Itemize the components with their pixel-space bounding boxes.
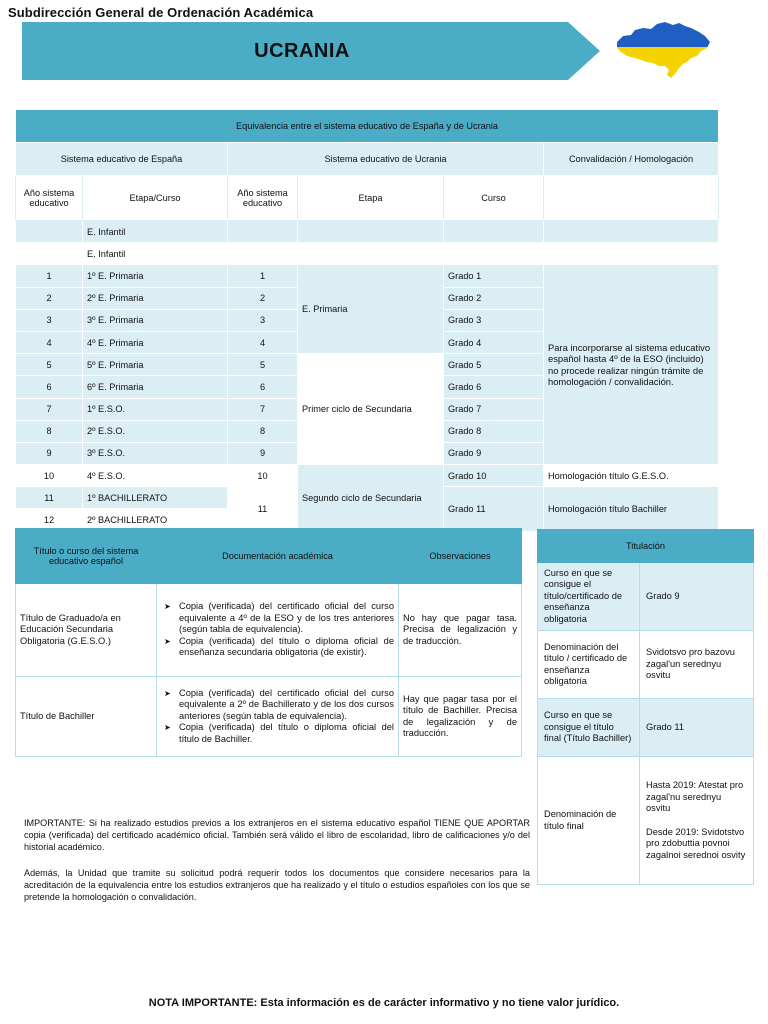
course-cell: 1º E.S.O. <box>83 398 228 420</box>
ua-course-cell: Grado 6 <box>444 376 544 398</box>
ua-course-cell: Grado 1 <box>444 265 544 287</box>
ukraine-map-flag-icon <box>613 16 713 82</box>
table-row <box>538 757 754 885</box>
ua-year-cell <box>228 243 298 265</box>
ua-course-cell: Grado 5 <box>444 354 544 376</box>
table-row <box>16 243 719 265</box>
table-row <box>16 221 719 243</box>
ua-course-cell <box>444 243 544 265</box>
doc-title-header: Título o curso del sistema educativo español <box>16 529 157 584</box>
stage-primer-ciclo: Primer ciclo de Secundaria <box>298 354 444 465</box>
ua-year-cell: 5 <box>228 354 298 376</box>
year-cell: 7 <box>16 398 83 420</box>
ua-course-cell: Grado 2 <box>444 287 544 309</box>
spain-year-header: Año sistema educativo <box>16 176 83 221</box>
year-cell <box>16 243 83 265</box>
year-cell <box>16 221 83 243</box>
titulacion-table <box>537 529 754 885</box>
course-cell: E. Infantil <box>83 243 228 265</box>
conv-cell <box>544 221 719 243</box>
stage-primaria: E. Primaria <box>298 265 444 354</box>
country-title: UCRANIA <box>254 40 350 62</box>
year-cell: 11 <box>16 487 83 509</box>
ua-year-cell <box>228 221 298 243</box>
table-row <box>16 584 522 677</box>
course-cell: 5º E. Primaria <box>83 354 228 376</box>
year-cell: 9 <box>16 442 83 464</box>
doc-obs-cell: No hay que pagar tasa. Precisa de legalización y de traducción. <box>399 584 522 677</box>
ua-stage-cell <box>298 221 444 243</box>
year-cell: 6 <box>16 376 83 398</box>
table-row <box>16 465 719 487</box>
equivalence-title: Equivalencia entre el sistema educativo de España y de Ucrania <box>16 110 719 143</box>
spain-stage-header: Etapa/Curso <box>83 176 228 221</box>
ua-year-cell: 7 <box>228 398 298 420</box>
doc-docs-header: Documentación académica <box>157 529 399 584</box>
table-row <box>538 563 754 631</box>
convalidation-header: Convalidación / Homologación <box>544 143 719 176</box>
conv-bach-cell: Homologación título Bachiller <box>544 487 719 531</box>
ua-year-cell: 10 <box>228 465 298 487</box>
flag-blue-band <box>613 16 713 47</box>
ukraine-year-header: Año sistema educativo <box>228 176 298 221</box>
ua-course-cell <box>444 221 544 243</box>
list-item: ➤ Copia (verificada) del título o diploma oficial del título de Bachiller. <box>179 722 394 745</box>
important-note: IMPORTANTE: Si ha realizado estudios previos a los extranjeros en el sistema educativo español TIENE QUE APORTAR copia (verificada) del certificado académico oficial. También será válido el libro de escolaridad, libro de calificaciones y/o del historial académico. <box>24 818 530 852</box>
course-cell: 4º E.S.O. <box>83 465 228 487</box>
titulacion-value: Grado 11 <box>640 699 754 757</box>
ua-year-cell: 9 <box>228 442 298 464</box>
ua-course-cell: Grado 8 <box>444 420 544 442</box>
titulacion-label: Denominación del título / certificado de enseñanza obligatoria <box>538 631 640 699</box>
titulacion-label: Curso en que se consigue el título/certificado de enseñanza obligatoria <box>538 563 640 631</box>
list-item: ➤ Copia (verificada) del título o diploma oficial de enseñanza secundaria obligatoria (de existir). <box>179 636 394 659</box>
course-cell: E. Infantil <box>83 221 228 243</box>
year-cell: 2 <box>16 287 83 309</box>
course-cell: 3º E. Primaria <box>83 309 228 331</box>
table-row <box>16 677 522 757</box>
convalidation-note: Para incorporarse al sistema educativo español hasta 4º de la ESO (incluido) no procede realizar ningún trámite de homologación / convalidación. <box>544 265 719 465</box>
ua-year-cell: 3 <box>228 309 298 331</box>
titulacion-label: Denominación de título final <box>538 757 640 885</box>
conv-cell <box>544 243 719 265</box>
course-cell: 1º E. Primaria <box>83 265 228 287</box>
doc-title-cell: Título de Bachiller <box>16 677 157 757</box>
titulacion-header: Titulación <box>538 530 754 563</box>
doc-docs-cell <box>157 584 399 677</box>
year-cell: 5 <box>16 354 83 376</box>
titulacion-value <box>640 757 754 885</box>
stage-segundo-ciclo: Segundo ciclo de Secundaria <box>298 465 444 532</box>
titulacion-value: Grado 9 <box>640 563 754 631</box>
ukraine-course-header: Curso <box>444 176 544 221</box>
titulacion-value-since-2019: Desde 2019: Svidotstvo pro zdobuttia povnoi zagalnoi serednoi osvity <box>646 826 746 860</box>
documentation-table <box>15 528 522 757</box>
list-item: ➤ Copia (verificada) del certificado oficial del curso equivalente a 4º de la ESO y de los tres anteriores (según tabla de equivalencia). <box>179 601 394 636</box>
table-row <box>538 699 754 757</box>
year-cell: 10 <box>16 465 83 487</box>
year-cell: 12 <box>16 509 83 531</box>
titulacion-value: Svidotsvo pro bazovu zagal'un serednyu osvitu <box>640 631 754 699</box>
ua-stage-cell <box>298 243 444 265</box>
titulacion-value-before-2019: Hasta 2019: Atestat pro zagal'nu serednyu osvitu <box>646 780 744 813</box>
ua-course-cell: Grado 10 <box>444 465 544 487</box>
course-cell: 2º E. Primaria <box>83 287 228 309</box>
convalidation-subheader <box>544 176 719 221</box>
table-row <box>16 265 719 287</box>
ua-year-cell: 2 <box>228 287 298 309</box>
doc-docs-cell <box>157 677 399 757</box>
course-cell: 2º BACHILLERATO <box>83 509 228 531</box>
table-row <box>538 631 754 699</box>
course-cell: 6º E. Primaria <box>83 376 228 398</box>
ua-course-cell: Grado 11 <box>444 487 544 531</box>
ukraine-system-header: Sistema educativo de Ucrania <box>228 143 544 176</box>
ukraine-stage-header: Etapa <box>298 176 444 221</box>
conv-geso-cell: Homologación título G.E.S.O. <box>544 465 719 487</box>
flag-yellow-band <box>613 47 713 82</box>
ua-course-cell: Grado 4 <box>444 331 544 353</box>
course-cell: 1º BACHILLERATO <box>83 487 228 509</box>
ua-year-cell: 6 <box>228 376 298 398</box>
additional-note: Además, la Unidad que tramite su solicitud podrá requerir todos los documentos que considere necesarios para la acreditación de la equivalencia entre los estudios extranjeros que ha realizado y el título o estudios españoles con los que se pretende la homologación o convalidación. <box>24 868 530 902</box>
ua-year-cell: 8 <box>228 420 298 442</box>
ua-course-cell: Grado 3 <box>444 309 544 331</box>
organization-title: Subdirección General de Ordenación Académica <box>8 5 314 20</box>
spain-system-header: Sistema educativo de España <box>16 143 228 176</box>
ua-course-cell: Grado 7 <box>444 398 544 420</box>
course-cell: 4º E. Primaria <box>83 331 228 353</box>
year-cell: 3 <box>16 309 83 331</box>
ua-course-cell: Grado 9 <box>444 442 544 464</box>
course-cell: 3º E.S.O. <box>83 442 228 464</box>
year-cell: 4 <box>16 331 83 353</box>
year-cell: 1 <box>16 265 83 287</box>
doc-obs-cell: Hay que pagar tasa por el título de Bachiller. Precisa de legalización y de traducción. <box>399 677 522 757</box>
ua-year-cell: 11 <box>228 487 298 531</box>
footer-disclaimer: NOTA IMPORTANTE: Esta información es de carácter informativo y no tiene valor jurídico. <box>148 997 620 1009</box>
year-cell: 8 <box>16 420 83 442</box>
ua-year-cell: 1 <box>228 265 298 287</box>
doc-title-cell: Título de Graduado/a en Educación Secundaria Obligatoria (G.E.S.O.) <box>16 584 157 677</box>
course-cell: 2º E.S.O. <box>83 420 228 442</box>
equivalence-table <box>15 109 719 532</box>
list-item: ➤ Copia (verificada) del certificado oficial del curso equivalente a 2º de Bachillerato y de los dos cursos anteriores (según tabla de equivalencia). <box>179 688 394 723</box>
ua-year-cell: 4 <box>228 331 298 353</box>
country-banner <box>22 22 600 80</box>
doc-obs-header: Observaciones <box>399 529 522 584</box>
titulacion-label: Curso en que se consigue el título final (Título Bachiller) <box>538 699 640 757</box>
